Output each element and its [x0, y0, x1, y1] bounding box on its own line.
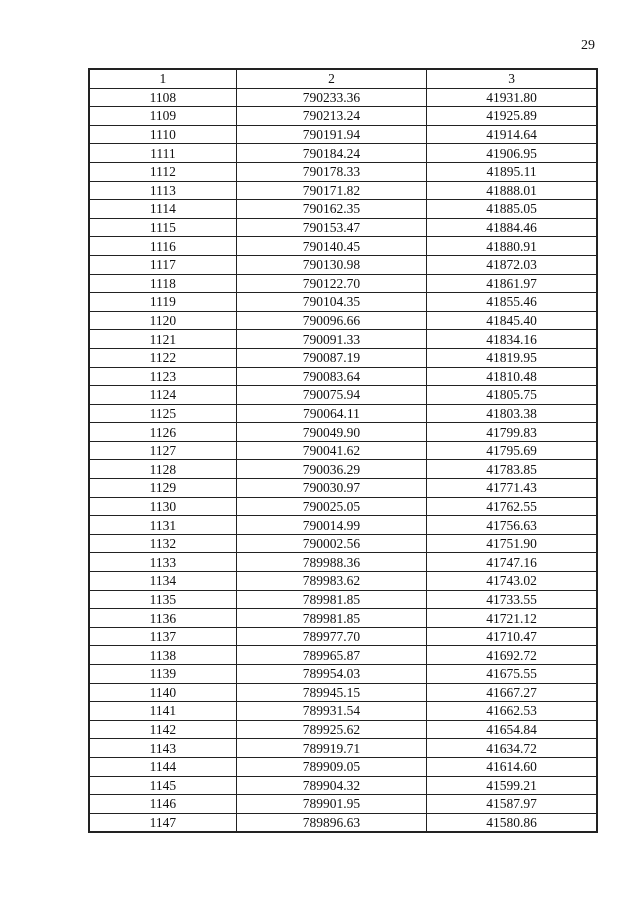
x-coordinate-cell: 789904.32 [236, 776, 426, 795]
y-coordinate-cell: 41880.91 [427, 237, 597, 256]
point-number-cell: 1127 [89, 441, 236, 460]
point-number-cell: 1115 [89, 218, 236, 237]
y-coordinate-cell: 41799.83 [427, 423, 597, 442]
x-coordinate-cell: 790049.90 [236, 423, 426, 442]
table-row [89, 293, 597, 312]
column-header-2: 2 [236, 69, 426, 88]
y-coordinate-cell: 41692.72 [427, 646, 597, 665]
x-coordinate-cell: 789988.36 [236, 553, 426, 572]
point-number-cell: 1145 [89, 776, 236, 795]
point-number-cell: 1141 [89, 702, 236, 721]
column-header-1: 1 [89, 69, 236, 88]
x-coordinate-cell: 789983.62 [236, 572, 426, 591]
table-row [89, 125, 597, 144]
table-row [89, 683, 597, 702]
y-coordinate-cell: 41885.05 [427, 200, 597, 219]
y-coordinate-cell: 41845.40 [427, 311, 597, 330]
point-number-cell: 1119 [89, 293, 236, 312]
x-coordinate-cell: 790153.47 [236, 218, 426, 237]
x-coordinate-cell: 790014.99 [236, 516, 426, 535]
x-coordinate-cell: 790233.36 [236, 88, 426, 107]
table-row [89, 88, 597, 107]
point-number-cell: 1128 [89, 460, 236, 479]
table-row [89, 441, 597, 460]
table-row [89, 534, 597, 553]
y-coordinate-cell: 41834.16 [427, 330, 597, 349]
y-coordinate-cell: 41914.64 [427, 125, 597, 144]
table-row [89, 460, 597, 479]
table-row [89, 367, 597, 386]
table-row [89, 665, 597, 684]
point-number-cell: 1112 [89, 162, 236, 181]
table-row [89, 237, 597, 256]
point-number-cell: 1143 [89, 739, 236, 758]
point-number-cell: 1125 [89, 404, 236, 423]
point-number-cell: 1142 [89, 720, 236, 739]
y-coordinate-cell: 41931.80 [427, 88, 597, 107]
x-coordinate-cell: 790091.33 [236, 330, 426, 349]
y-coordinate-cell: 41771.43 [427, 479, 597, 498]
point-number-cell: 1117 [89, 255, 236, 274]
table-row [89, 739, 597, 758]
point-number-cell: 1130 [89, 497, 236, 516]
x-coordinate-cell: 789981.85 [236, 590, 426, 609]
y-coordinate-cell: 41662.53 [427, 702, 597, 721]
x-coordinate-cell: 790191.94 [236, 125, 426, 144]
table-row [89, 757, 597, 776]
table-row [89, 646, 597, 665]
x-coordinate-cell: 789977.70 [236, 627, 426, 646]
table-row [89, 627, 597, 646]
table-row [89, 107, 597, 126]
y-coordinate-cell: 41888.01 [427, 181, 597, 200]
table-row [89, 311, 597, 330]
table-row [89, 386, 597, 405]
table-row [89, 479, 597, 498]
x-coordinate-cell: 789919.71 [236, 739, 426, 758]
y-coordinate-cell: 41580.86 [427, 813, 597, 832]
y-coordinate-cell: 41762.55 [427, 497, 597, 516]
table-row [89, 813, 597, 832]
x-coordinate-cell: 789901.95 [236, 795, 426, 814]
x-coordinate-cell: 789945.15 [236, 683, 426, 702]
point-number-cell: 1131 [89, 516, 236, 535]
table-row [89, 330, 597, 349]
y-coordinate-cell: 41855.46 [427, 293, 597, 312]
point-number-cell: 1138 [89, 646, 236, 665]
point-number-cell: 1123 [89, 367, 236, 386]
point-number-cell: 1134 [89, 572, 236, 591]
table-row [89, 702, 597, 721]
x-coordinate-cell: 790171.82 [236, 181, 426, 200]
table-row [89, 720, 597, 739]
table-row [89, 572, 597, 591]
y-coordinate-cell: 41751.90 [427, 534, 597, 553]
x-coordinate-cell: 789965.87 [236, 646, 426, 665]
point-number-cell: 1110 [89, 125, 236, 144]
y-coordinate-cell: 41805.75 [427, 386, 597, 405]
x-coordinate-cell: 790130.98 [236, 255, 426, 274]
point-number-cell: 1147 [89, 813, 236, 832]
x-coordinate-cell: 790036.29 [236, 460, 426, 479]
point-number-cell: 1126 [89, 423, 236, 442]
y-coordinate-cell: 41906.95 [427, 144, 597, 163]
point-number-cell: 1121 [89, 330, 236, 349]
x-coordinate-cell: 790025.05 [236, 497, 426, 516]
x-coordinate-cell: 789909.05 [236, 757, 426, 776]
point-number-cell: 1146 [89, 795, 236, 814]
x-coordinate-cell: 790096.66 [236, 311, 426, 330]
point-number-cell: 1111 [89, 144, 236, 163]
point-number-cell: 1133 [89, 553, 236, 572]
point-number-cell: 1132 [89, 534, 236, 553]
point-number-cell: 1140 [89, 683, 236, 702]
table-row [89, 516, 597, 535]
table-row [89, 423, 597, 442]
coordinates-table [88, 68, 598, 833]
x-coordinate-cell: 789925.62 [236, 720, 426, 739]
x-coordinate-cell: 789981.85 [236, 609, 426, 628]
point-number-cell: 1109 [89, 107, 236, 126]
x-coordinate-cell: 790030.97 [236, 479, 426, 498]
column-header-3: 3 [427, 69, 597, 88]
point-number-cell: 1124 [89, 386, 236, 405]
point-number-cell: 1108 [89, 88, 236, 107]
y-coordinate-cell: 41795.69 [427, 441, 597, 460]
point-number-cell: 1118 [89, 274, 236, 293]
y-coordinate-cell: 41599.21 [427, 776, 597, 795]
point-number-cell: 1129 [89, 479, 236, 498]
y-coordinate-cell: 41654.84 [427, 720, 597, 739]
table-row [89, 590, 597, 609]
table-body [89, 88, 597, 832]
point-number-cell: 1137 [89, 627, 236, 646]
y-coordinate-cell: 41756.63 [427, 516, 597, 535]
y-coordinate-cell: 41895.11 [427, 162, 597, 181]
table-row [89, 404, 597, 423]
table-row [89, 218, 597, 237]
table-row [89, 553, 597, 572]
point-number-cell: 1113 [89, 181, 236, 200]
y-coordinate-cell: 41783.85 [427, 460, 597, 479]
table-row [89, 162, 597, 181]
y-coordinate-cell: 41733.55 [427, 590, 597, 609]
point-number-cell: 1144 [89, 757, 236, 776]
table-row [89, 348, 597, 367]
point-number-cell: 1114 [89, 200, 236, 219]
point-number-cell: 1122 [89, 348, 236, 367]
y-coordinate-cell: 41872.03 [427, 255, 597, 274]
x-coordinate-cell: 790104.35 [236, 293, 426, 312]
table-row [89, 274, 597, 293]
y-coordinate-cell: 41634.72 [427, 739, 597, 758]
table-row [89, 255, 597, 274]
point-number-cell: 1116 [89, 237, 236, 256]
table-row [89, 181, 597, 200]
y-coordinate-cell: 41810.48 [427, 367, 597, 386]
point-number-cell: 1136 [89, 609, 236, 628]
point-number-cell: 1139 [89, 665, 236, 684]
table-row [89, 795, 597, 814]
x-coordinate-cell: 790184.24 [236, 144, 426, 163]
point-number-cell: 1120 [89, 311, 236, 330]
y-coordinate-cell: 41861.97 [427, 274, 597, 293]
table-row [89, 497, 597, 516]
y-coordinate-cell: 41747.16 [427, 553, 597, 572]
x-coordinate-cell: 790075.94 [236, 386, 426, 405]
table-row [89, 144, 597, 163]
x-coordinate-cell: 790213.24 [236, 107, 426, 126]
page-number: 29 [581, 38, 595, 53]
y-coordinate-cell: 41710.47 [427, 627, 597, 646]
table-row [89, 776, 597, 795]
y-coordinate-cell: 41614.60 [427, 757, 597, 776]
y-coordinate-cell: 41819.95 [427, 348, 597, 367]
x-coordinate-cell: 790064.11 [236, 404, 426, 423]
x-coordinate-cell: 790083.64 [236, 367, 426, 386]
x-coordinate-cell: 790162.35 [236, 200, 426, 219]
y-coordinate-cell: 41884.46 [427, 218, 597, 237]
x-coordinate-cell: 789954.03 [236, 665, 426, 684]
table-header-row [89, 69, 597, 88]
point-number-cell: 1135 [89, 590, 236, 609]
table-row [89, 200, 597, 219]
x-coordinate-cell: 790041.62 [236, 441, 426, 460]
x-coordinate-cell: 790002.56 [236, 534, 426, 553]
x-coordinate-cell: 790178.33 [236, 162, 426, 181]
x-coordinate-cell: 789931.54 [236, 702, 426, 721]
y-coordinate-cell: 41925.89 [427, 107, 597, 126]
y-coordinate-cell: 41675.55 [427, 665, 597, 684]
x-coordinate-cell: 789896.63 [236, 813, 426, 832]
table-row [89, 609, 597, 628]
y-coordinate-cell: 41667.27 [427, 683, 597, 702]
x-coordinate-cell: 790087.19 [236, 348, 426, 367]
y-coordinate-cell: 41803.38 [427, 404, 597, 423]
x-coordinate-cell: 790140.45 [236, 237, 426, 256]
y-coordinate-cell: 41587.97 [427, 795, 597, 814]
x-coordinate-cell: 790122.70 [236, 274, 426, 293]
y-coordinate-cell: 41721.12 [427, 609, 597, 628]
y-coordinate-cell: 41743.02 [427, 572, 597, 591]
